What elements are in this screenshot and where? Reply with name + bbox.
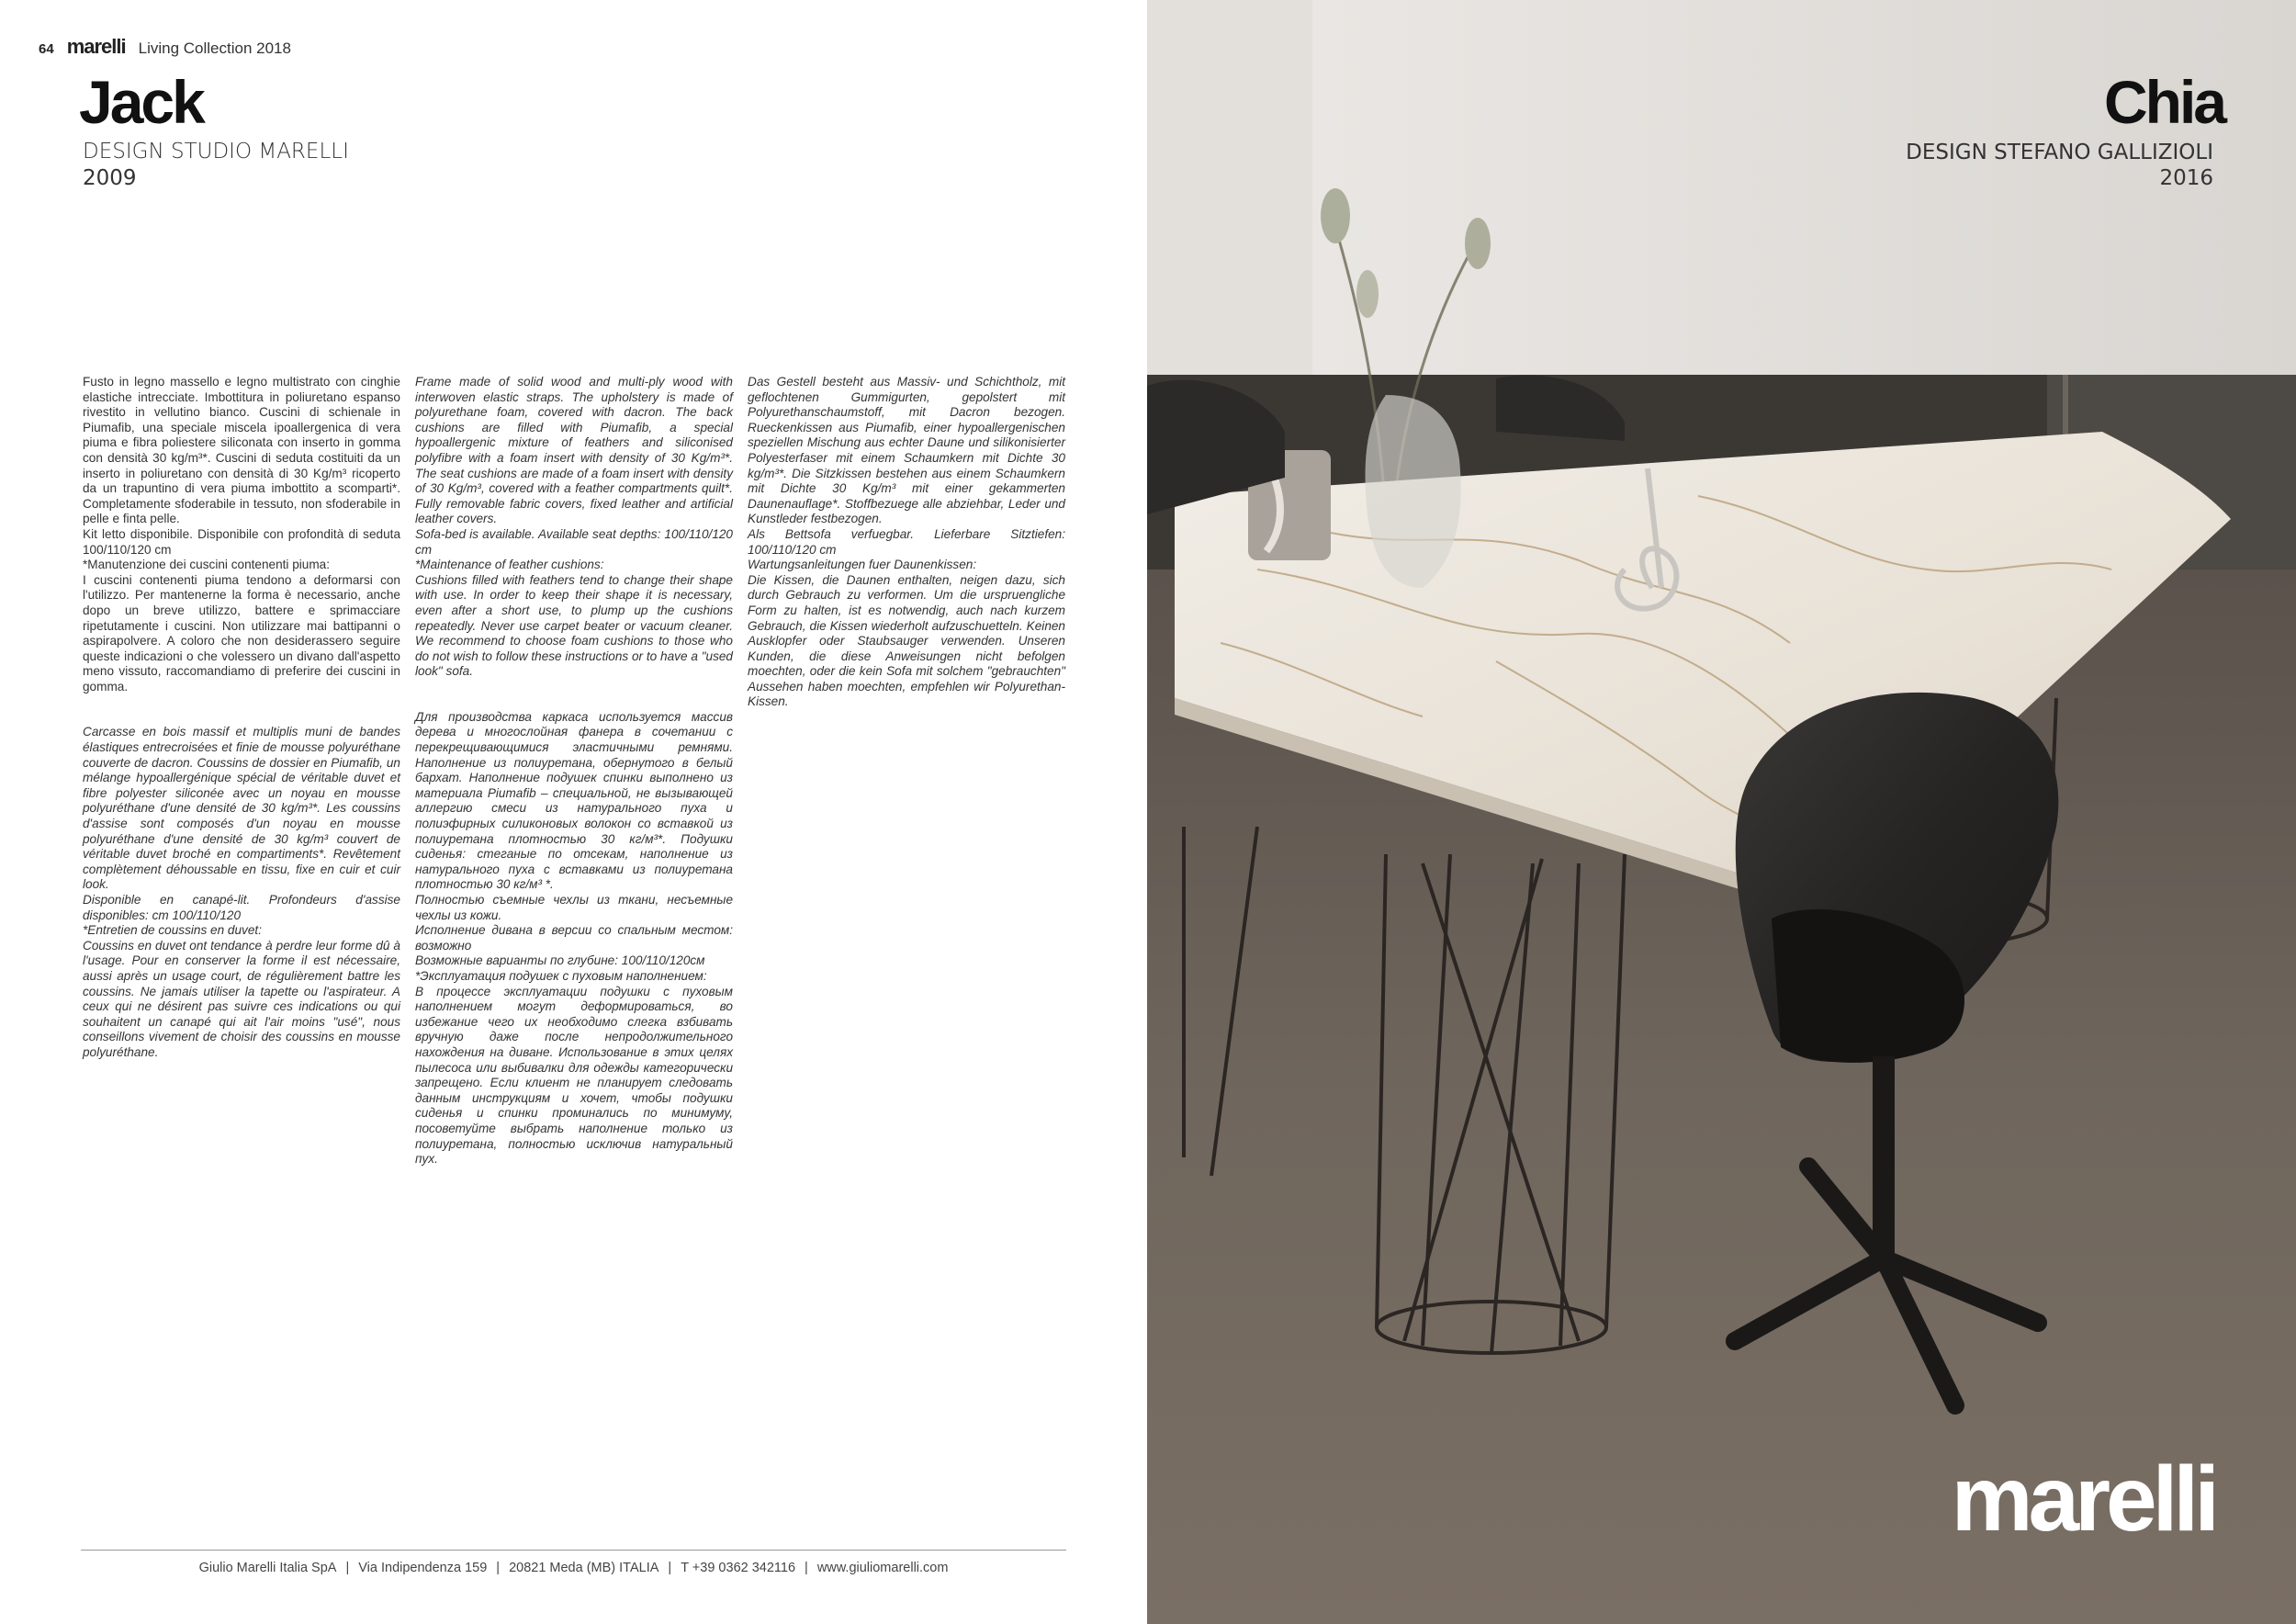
brand-logo-small: marelli (66, 35, 126, 58)
designer-credit-right: DESIGN STEFANO GALLIZIOLI (1906, 141, 2213, 164)
wall (1147, 0, 2296, 378)
description-russian: Для производства каркаса используется массив дерева и многослойная фанера в сочетании с перекрещивающимися эластичными ремнями. Наполнение из полиуретана, обернутого в белый бархат. Наполнение подушек спинки выполнено из материала Piumafib – специальной, не вызывающей аллергию смеси из натурального пуха и полиэфирных силиконовых волокон со вставкой из полиуретана плотностью 30 кг/м³*. Подушки сиденья: стеганые по отсекам, наполнение из натурального пуха с вставками из полиуретана плотностью 30 кг/м³ *. Полностью съемные чехлы из ткани, несъемные чехлы из кожи. Исполнение дивана в версии со спальным местом: возможно Возможные варианты по глубине: 100/110/120см *Эксплуатация подушек с пуховым наполнением: В процессе эксплуатации подушки с пуховым наполнением могут деформироваться, во избежание чего их необходимо слегка взбивать вручную даже после непродолжительного нахождения на диване. Использование в этих целях пылесоса или выбивалки для одежды категорически запрещено. Если клиент не планирует следовать данным инструкциям и хочет, чтобы подушки сиденья и спинки проминались по минимуму, посоветуйте выбрать наполнение только из полиуретана, полностью исключив натуральный пух. (415, 709, 733, 1167)
footer-separator: | (805, 1561, 808, 1575)
product-title-chia: Chia (2103, 68, 2224, 136)
text-column-2 (415, 375, 733, 1198)
collection-label: Living Collection 2018 (138, 39, 291, 57)
footer-city: 20821 Meda (MB) ITALIA (509, 1561, 659, 1575)
footer-website-link[interactable]: www.giuliomarelli.com (816, 1561, 949, 1575)
product-photo (1147, 0, 2296, 1624)
description-german: Das Gestell besteht aus Massiv- und Schichtholz, mit geflochtenen Gummigurten, gepolstert mit Polyurethanschaumstoff, mit Dacron bezogen. Rueckenkissen aus Piumafib, einer hypoallergenischen speziellen Mischung aus echter Daune und silikonisierter Polyesterfaser mit einem Schaumkern mit Dichte 30 kg/m³*. Die Sitzkissen bestehen aus einem Schaumkern mit Dichte 30 Kg/m³ mit einer gekammerten Daunenauflage*. Stoffbezuege alle abziehbar, Leder und Kunstleder festbezogen. Als Bettsofa verfuegbar. Lieferbare Sitztiefen: 100/110/120 cm Wartungsanleitungen fuer Daunenkissen: Die Kissen, die Daunen enthalten, neigen dazu, sich durch Gebrauch zu verformen. Um die urspruengliche Form zu halten, ist es notwendig, auch nach kurzem Gebrauch, die Kissen wiederholt aufzuschuetteln. Keinen Ausklopfer oder Staubsauger verwenden. Unseren Kunden, die diese Anweisungen nicht befolgen moechten, oder die kein Sofa mit solchem "gebrauchten" Aussehen haben moechten, empfehlen wir Polyurethan-Kissen. (748, 375, 1065, 709)
page-header (39, 35, 291, 59)
brand-logo-large: marelli (1951, 1448, 2215, 1551)
description-italian: Fusto in legno massello e legno multistrato con cinghie elastiche intrecciate. Imbottitura in poliuretano espanso rivestito in vellutino bianco. Cuscini di schienale in Piumafib, una speciale miscela ipoallergenica di vera piuma e fibra poliestere siliconata con inserto in gomma con densità 30 kg/m³*. Cuscini di seduta costituiti da un inserto in poliuretano con densità di 30 Kg/m³ ricoperto da un trapuntino di vera piuma imbottito a scomparti*. Completamente sfoderabile in tessuto, non sfoderabile in pelle e finta pelle. Kit letto disponibile. Disponibile con profondità di seduta 100/110/120 cm *Manutenzione dei cuscini contenenti piuma: I cuscini contenenti piuma tendono a deformarsi con l'utilizzo. Per mantenerne la forma è necessario, anche dopo un breve utilizzo, battere e sprimacciare ripetutamente i cuscini. Non utilizzare mai battipanni o aspirapolvere. A coloro che non desiderassero seguire queste indicazioni o che volessero un divano dall'aspetto meno vissuto, raccomandiamo di preferire dei cuscini in gomma. (83, 375, 400, 694)
wall-panel (1147, 0, 1312, 378)
footer-separator: | (496, 1561, 501, 1575)
left-page (0, 0, 1147, 1624)
footer-separator: | (345, 1561, 350, 1575)
product-title-jack: Jack (79, 68, 203, 136)
right-page-photo (1147, 0, 2296, 1624)
description-french: Carcasse en bois massif et multiplis muni de bandes élastiques entrecroisées et finie de mousse polyuréthane couverte de dacron. Coussins de dossier en Piumafib, un mélange hypoallergénique spécial de véritable duvet et fibre polyester siliconée avec un noyau en mousse polyuréthane d'une densité de 30 kg/m³*. Les coussins d'assise sont composés d'un noyau en mousse polyuréthane d'une densité de 30 kg/m³ couvert de véritable duvet broché en compartiments*. Revêtement complètement déhoussable en tissu, fixe en cuir et cuir look. Disponible en canapé-lit. Profondeurs d'assise disponibles: cm 100/110/120 *Entretien de coussins en duvet: Coussins en duvet ont tendance à perdre leur forme dû à l'usage. Pour en conserver la forme il est nécessaire, aussi après un usage court, de régulièrement battre les coussins. Ne jamais utiliser la tapette ou l'aspirateur. A ceux qui ne désirent pas suivre ces indications ou qui souhaitent un canapé qui ait l'air moins "usé", nous conseillons vivement de choisir des coussins en mousse polyuréthane. (83, 725, 400, 1059)
designer-credit: DESIGN STUDIO MARELLI (83, 140, 349, 164)
footer-address: Via Indipendenza 159 (358, 1561, 488, 1575)
text-column-1 (83, 375, 400, 1091)
footer (81, 1561, 1066, 1575)
footer-phone: T +39 0362 342116 (681, 1561, 796, 1575)
design-year: 2009 (83, 166, 137, 190)
footer-divider (81, 1550, 1066, 1551)
page-number: 64 (39, 41, 54, 57)
text-column-3 (748, 375, 1065, 740)
footer-separator: | (668, 1561, 672, 1575)
design-year-right: 2016 (2159, 166, 2213, 190)
footer-company: Giulio Marelli Italia SpA (198, 1561, 337, 1575)
description-english: Frame made of solid wood and multi-ply wood with interwoven elastic straps. The upholstery is made of polyurethane foam, covered with dacron. The back cushions are filled with Piumafib, a special hypoallergenic mixture of feathers and siliconised polyfibre with a foam insert with density of 30 Kg/m³*. The seat cushions are made of a foam insert with density of 30 Kg/m³, covered with a feather compartments quilt*. Fully removable fabric covers, fixed leather and artificial leather covers. Sofa-bed is available. Available seat depths: 100/110/120 cm *Maintenance of feather cushions: Cushions filled with feathers tend to change their shape with use. In order to keep their shape it is necessary, even after a short use, to plump up the cushions repeatedly. Never use carpet beater or vacuum cleaner. We recommend to choose foam cushions to those who do not wish to follow these instructions or to have a "used look" sofa. (415, 375, 733, 679)
